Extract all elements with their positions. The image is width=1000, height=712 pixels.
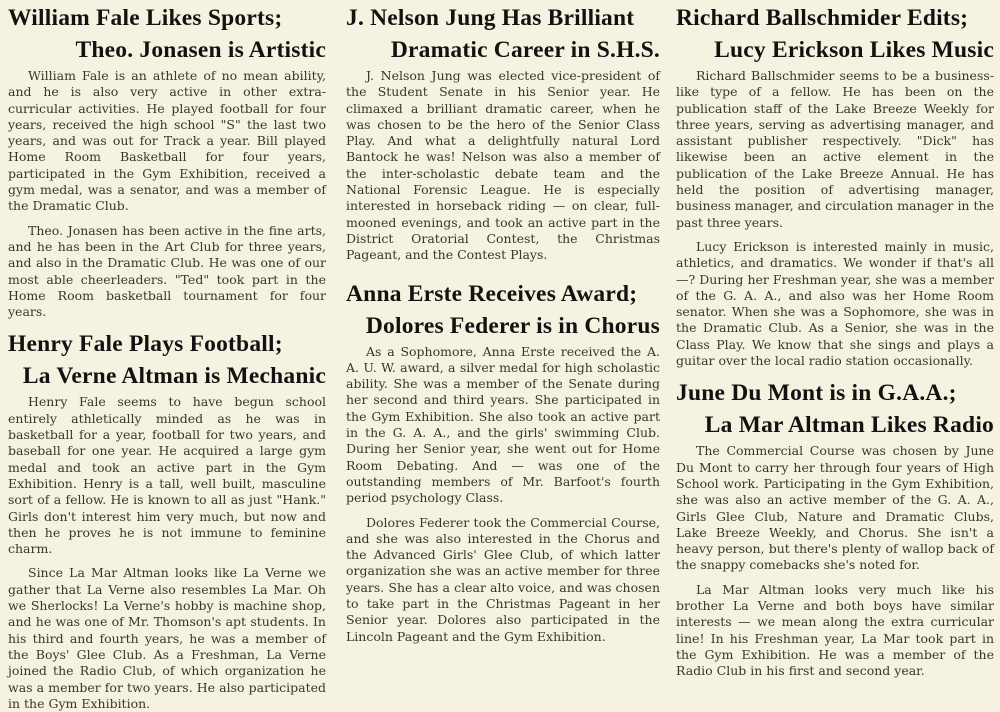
headline-line-2: La Mar Altman Likes Radio [704,412,994,439]
headline-line-2: Dolores Federer is in Chorus [365,312,660,339]
headline-line-1: J. Nelson Jung Has Brilliant [346,5,635,31]
column-1 [8,0,334,711]
article-fale-jonasen [8,2,326,320]
article-erste-federer [346,278,660,645]
headline-line-2: Lucy Erickson Likes Music [714,37,994,63]
article-ballschmider-erickson [676,2,994,369]
paragraph: J. Nelson Jung was elected vice-president of the Student Senate in his Senior year. He climaxed a brilliant dramatic career, when he was chosen to be the hero of the Senior Class Play. And what a delightfully natural Lord Bantock he was! Nelson was also a member of the inter-scholastic debate team and the National Forensic League. He is especially interested in horseback riding — on clear, full-mooned evenings, and took an active part in the District Oratorial Contest, the Christmas Pageant, and the Contest Plays. [346,68,660,263]
paragraph: Richard Ballschmider seems to be a business-like type of a fellow. He has been on the publication staff of the Lake Breeze Weekly for three years, serving as advertising manager, and assistant publisher respectively. "Dick" has likewise been an active element in the publication of the Lake Breeze Annual. He has held the position of advertising manager, business manager, and circulation manager in the past three years. [676,68,994,230]
paragraph: La Mar Altman looks very much like his brother La Verne and both boys have similar interests — we mean along the extra curricular line! In his Freshman year, La Mar took part in the Gym Exhibition. He was a member of the Radio Club in his first and second year. [676,581,994,679]
column-2 [334,0,666,684]
headline-line-2: Theo. Jonasen is Artistic [75,37,326,63]
paragraph: Since La Mar Altman looks like La Verne we gather that La Verne also resembles La Mar. Oh we Sherlocks! La Verne's hobby is machine shop, and he was one of Mr. Thomson's apt students. In his third and fourth years, he was a member of the Boys' Glee Club. As a Freshman, La Verne joined the Radio Club, of which organization he was a member for two years. He also participated in the Gym Exhibition. [8,565,326,711]
paragraph: The Commercial Course was chosen by June Du Mont to carry her through four years of High School work. Participating in the Gym Exhibition, she was also an active member of the G. A. A., Girls Glee Club, Nature and Dramatic Clubs, Lake Breeze Weekly, and Chorus. She isn't a heavy person, but there's plenty of wallop back of the snappy comebacks she's noted for. [676,443,994,573]
headline [8,2,326,66]
paragraph: Lucy Erickson is interested mainly in music, athletics, and dramatics. We wonder if that's all—? During her Freshman year, she was a member of the G. A. A., and also was her Home Room senator. When she was a Sophomore, she was in the Dramatic Club. As a Senior, she was in the Class Play. We know that she sings and plays a guitar over the local radio station occasionally. [676,238,994,369]
headline-line-1: Henry Fale Plays Football; [8,331,283,358]
paragraph: Dolores Federer took the Commercial Course, and she was also interested in the Chorus and the Advanced Girls' Glee Club, of which latter organization she was an active member for three years. She has a clear alto voice, and was chosen to take part in the Christmas Pageant in her Senior year. Dolores also participated in the Lincoln Pageant and the Gym Exhibition. [346,514,660,644]
headline [8,328,326,392]
column-3 [666,0,994,684]
article-henry-fale-laverne [8,328,326,712]
headline [346,278,660,342]
headline-line-1: William Fale Likes Sports; [8,5,283,31]
paragraph: As a Sophomore, Anna Erste received the A. A. U. W. award, a silver medal for high scholastic ability. She was a member of the Senate during her second and third years. She participated in the Gym Exhibition. She also took an active part in the G. A. A., and the girls' swimming Club. During her Senior year, she went out for Home Room Debating. And — was one of the outstanding members of Mr. Barfoot's fourth period psychology Class. [346,343,660,506]
headline [676,2,994,66]
paragraph: William Fale is an athlete of no mean ability, and he is also very active in other extra-curricular activities. He played football for four years, received the high school "S" the last two years, and was out for Track a year. Bill played Home Room Basketball for four years, participated in the Gym Exhibition, received a gym medal, was a senator, and was a member of the Dramatic Club. [8,68,326,214]
headline-line-1: Anna Erste Receives Award; [346,280,638,307]
headline-line-2: La Verne Altman is Mechanic [22,363,326,390]
headline-line-1: June Du Mont is in G.A.A.; [676,380,957,407]
headline [346,2,660,66]
headline [676,377,994,441]
paragraph: Theo. Jonasen has been active in the fine arts, and he has been in the Art Club for three years, and also in the Dramatic Club. He was one of our most able cheerleaders. "Ted" took part in the Home Room basketball tournament for four years. [8,222,326,320]
headline-line-2: Dramatic Career in S.H.S. [390,37,660,63]
headline-line-1: Richard Ballschmider Edits; [676,5,969,31]
article-jung [346,2,660,264]
paragraph: Henry Fale seems to have begun school entirely athletically minded as he was in basketball for a year, football for two years, and baseball for one year. He acquired a large gym medal and took an active part in the Gym Exhibition. Henry is a tall, well built, masculine sort of a fellow. He is known to all as just "Hank." Girls don't interest him very much, but now and then he proves he is not immune to feminine charm. [8,394,326,557]
article-dumont-lamar [676,377,994,679]
